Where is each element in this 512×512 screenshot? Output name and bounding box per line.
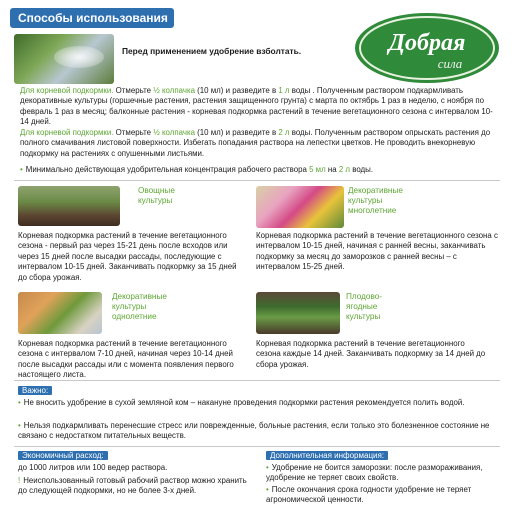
- category-label-annuals: Декоративные культуры однолетние: [112, 292, 167, 321]
- category-text-vegetables: Корневая подкормка растений в течение вегетационного сезона - первый раз через 15-21 день после всходов или через 15 дней после высадки рассады, последующие с интервалом 10-15 дней. Заканчивать подкормку за 15 дней до сбора урожая.: [18, 231, 237, 282]
- category-text-fruit-berry: Корневая подкормка растений в течение вегетационного сезона каждые 14 дней. Заканчивать подкормку за 14 дней до сбора урожая.: [256, 339, 486, 369]
- foliar-feeding-paragraph: Для корневой подкормки. Отмерьте ½ колпачка (10 мл) и разведите в 2 л воды. Полученным раствором опрыскать растения до полного смачивания листовой поверхности. Избегать попадания раствора на лепестки цветков. Не проводить внекорневую подкормку на растениях с опушенными листьями.: [20, 128, 491, 158]
- divider: [14, 180, 500, 181]
- category-label-vegetables: Овощные культуры: [138, 186, 175, 205]
- economy-note: ! Неиспользованный готовый рабочий раствор можно хранить до следующей подкормки, но не более 3-х дней.: [18, 476, 247, 495]
- spraying-photo: [14, 34, 114, 84]
- annuals-photo: [18, 292, 102, 334]
- economy-title: Экономичный расход:: [18, 450, 108, 461]
- fruit-berry-photo: [256, 292, 340, 334]
- shake-note: Перед применением удобрение взболтать.: [122, 46, 302, 56]
- section-title: Способы использования: [10, 8, 174, 28]
- extra-info-title: Дополнительная информация:: [266, 450, 388, 461]
- divider: [14, 380, 500, 381]
- root-feeding-paragraph: Для корневой подкормки. Отмерьте ½ колпачка (10 мл) и разведите в 1 л воды . Полученным раствором подкармливать декоративные культуры (горшечные растения, растения защищенного грунта) с марта по октябрь 1 раз в неделю, с ноября по февраль 1 раз в месяц; балконные растения - корневая подкормка растений в течение вегетационного сезона с интервалом 10-14 дней.: [20, 86, 493, 127]
- economy-line: до 1000 литров или 100 ведер раствора.: [18, 463, 168, 472]
- logo-sub-text: сила: [437, 56, 463, 71]
- perennials-photo: [256, 186, 344, 228]
- extra-info-item: • Удобрение не боится заморозки: после размораживания, удобрение не теряет своих свойств.: [266, 463, 483, 482]
- category-label-perennials: Декоративные культуры многолетние: [348, 186, 403, 215]
- category-text-perennials: Корневая подкормка растений в течение вегетационного сезона с интервалом 10-15 дней, начиная с ранней весны, заканчивать подкормку за месяц до заморозков с ранней весны – с интервалом 15-25 дней.: [256, 231, 498, 272]
- important-title: Важно:: [18, 385, 52, 396]
- extra-info-item: • После окончания срока годности удобрение не теряет агрономической ценности.: [266, 485, 472, 504]
- vegetables-photo: [18, 186, 120, 226]
- min-concentration: • Минимально действующая удобрительная концентрация рабочего раствора 5 мл на 2 л воды.: [20, 165, 374, 174]
- category-label-fruit-berry: Плодово- ягодные культуры: [346, 292, 382, 321]
- divider: [14, 446, 500, 447]
- important-item: • Нельзя подкармливать перенесшие стресс или поврежденные, больные растения, если только это болезненное состояние не связано с недостатком питательных веществ.: [18, 421, 490, 440]
- logo-main-text: Добрая: [388, 30, 466, 56]
- important-item: • Не вносить удобрение в сухой земляной ком – накануне проведения подкормки растения рекомендуется полить водой.: [18, 398, 465, 407]
- brand-logo: [352, 10, 502, 86]
- category-text-annuals: Корневая подкормка растений в течение вегетационного сезона с интервалом 7-10 дней, начиная через 10-14 дней после высадки рассады или с момента появления первого настоящего листа.: [18, 339, 234, 380]
